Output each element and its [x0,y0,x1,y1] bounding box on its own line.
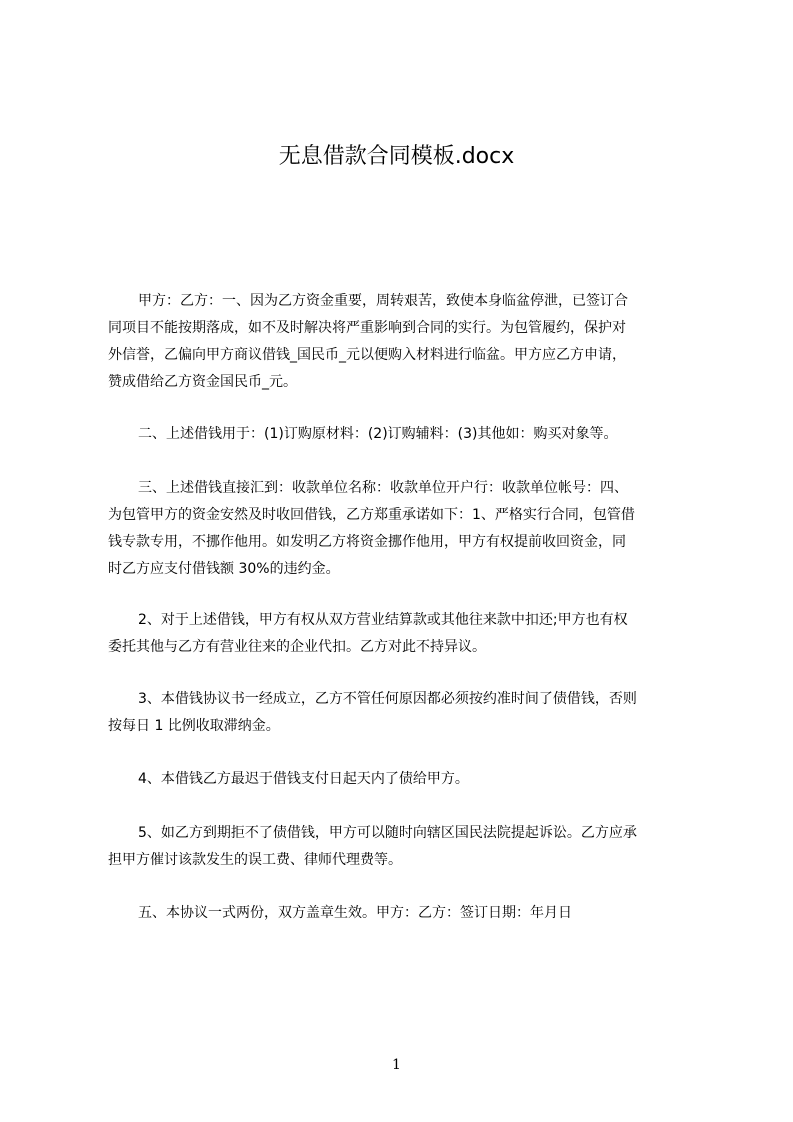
paragraph-clause-two [108,607,708,661]
paragraph-line: 甲方：乙方：一、因为乙方资金重要，周转艰苦，致使本身临盆停泄，已签订合 [138,293,628,309]
paragraph-line: 赞成借给乙方资金国民币_元。 [108,374,297,390]
paragraph-section-five [108,900,708,927]
document-title: 无息借款合同模板.docx [278,144,515,169]
paragraph-section-two [108,421,708,448]
paragraph-line: 同项目不能按期落成，如不及时解决将严重影响到合同的实行。为包管履约，保护对 [108,320,626,336]
paragraph-line: 按每日 1 比例收取滞纳金。 [108,718,280,734]
paragraph-clause-three [108,686,708,740]
paragraph-line: 2、对于上述借钱，甲方有权从双方营业结算款或其他往来款中扣还;甲方也有权 [138,612,628,628]
paragraph-line: 3、本借钱协议书一经成立，乙方不管任何原因都必须按约准时间了债借钱，否则 [138,691,637,707]
paragraph-line: 时乙方应支付借钱额 30%的违约金。 [108,561,340,577]
paragraph-line: 五、本协议一式两份，双方盖章生效。甲方：乙方：签订日期：年月日 [138,905,572,921]
paragraph-line: 二、上述借钱用于：(1)订购原材料：(2)订购辅料：(3)其他如：购买对象等。 [138,426,618,442]
paragraph-line: 担甲方催讨该款发生的误工费、律师代理费等。 [108,852,402,868]
paragraph-line: 委托其他与乙方有营业往来的企业代扣。乙方对此不持异议。 [108,639,486,655]
paragraph-clause-four [108,766,708,793]
paragraph-line: 三、上述借钱直接汇到：收款单位名称：收款单位开户行：收款单位帐号：四、 [138,480,628,496]
paragraph-line: 5、如乙方到期拒不了债借钱，甲方可以随时向辖区国民法院提起诉讼。乙方应承 [138,825,637,841]
paragraph-line: 为包管甲方的资金安然及时收回借钱，乙方郑重承诺如下：1、严格实行合同，包管借 [108,507,635,523]
page-number: 1 [392,1057,401,1073]
paragraph-line: 4、本借钱乙方最迟于借钱支付日起天内了债给甲方。 [138,771,469,787]
paragraph-preamble [108,288,708,396]
paragraph-line: 钱专款专用，不挪作他用。如发明乙方将资金挪作他用，甲方有权提前收回资金，同 [108,534,626,550]
paragraph-line: 外信誉，乙偏向甲方商议借钱_国民币_元以便购入材料进行临盆。甲方应乙方申请， [108,347,626,363]
paragraph-section-three [108,475,708,583]
paragraph-clause-five [108,820,708,874]
